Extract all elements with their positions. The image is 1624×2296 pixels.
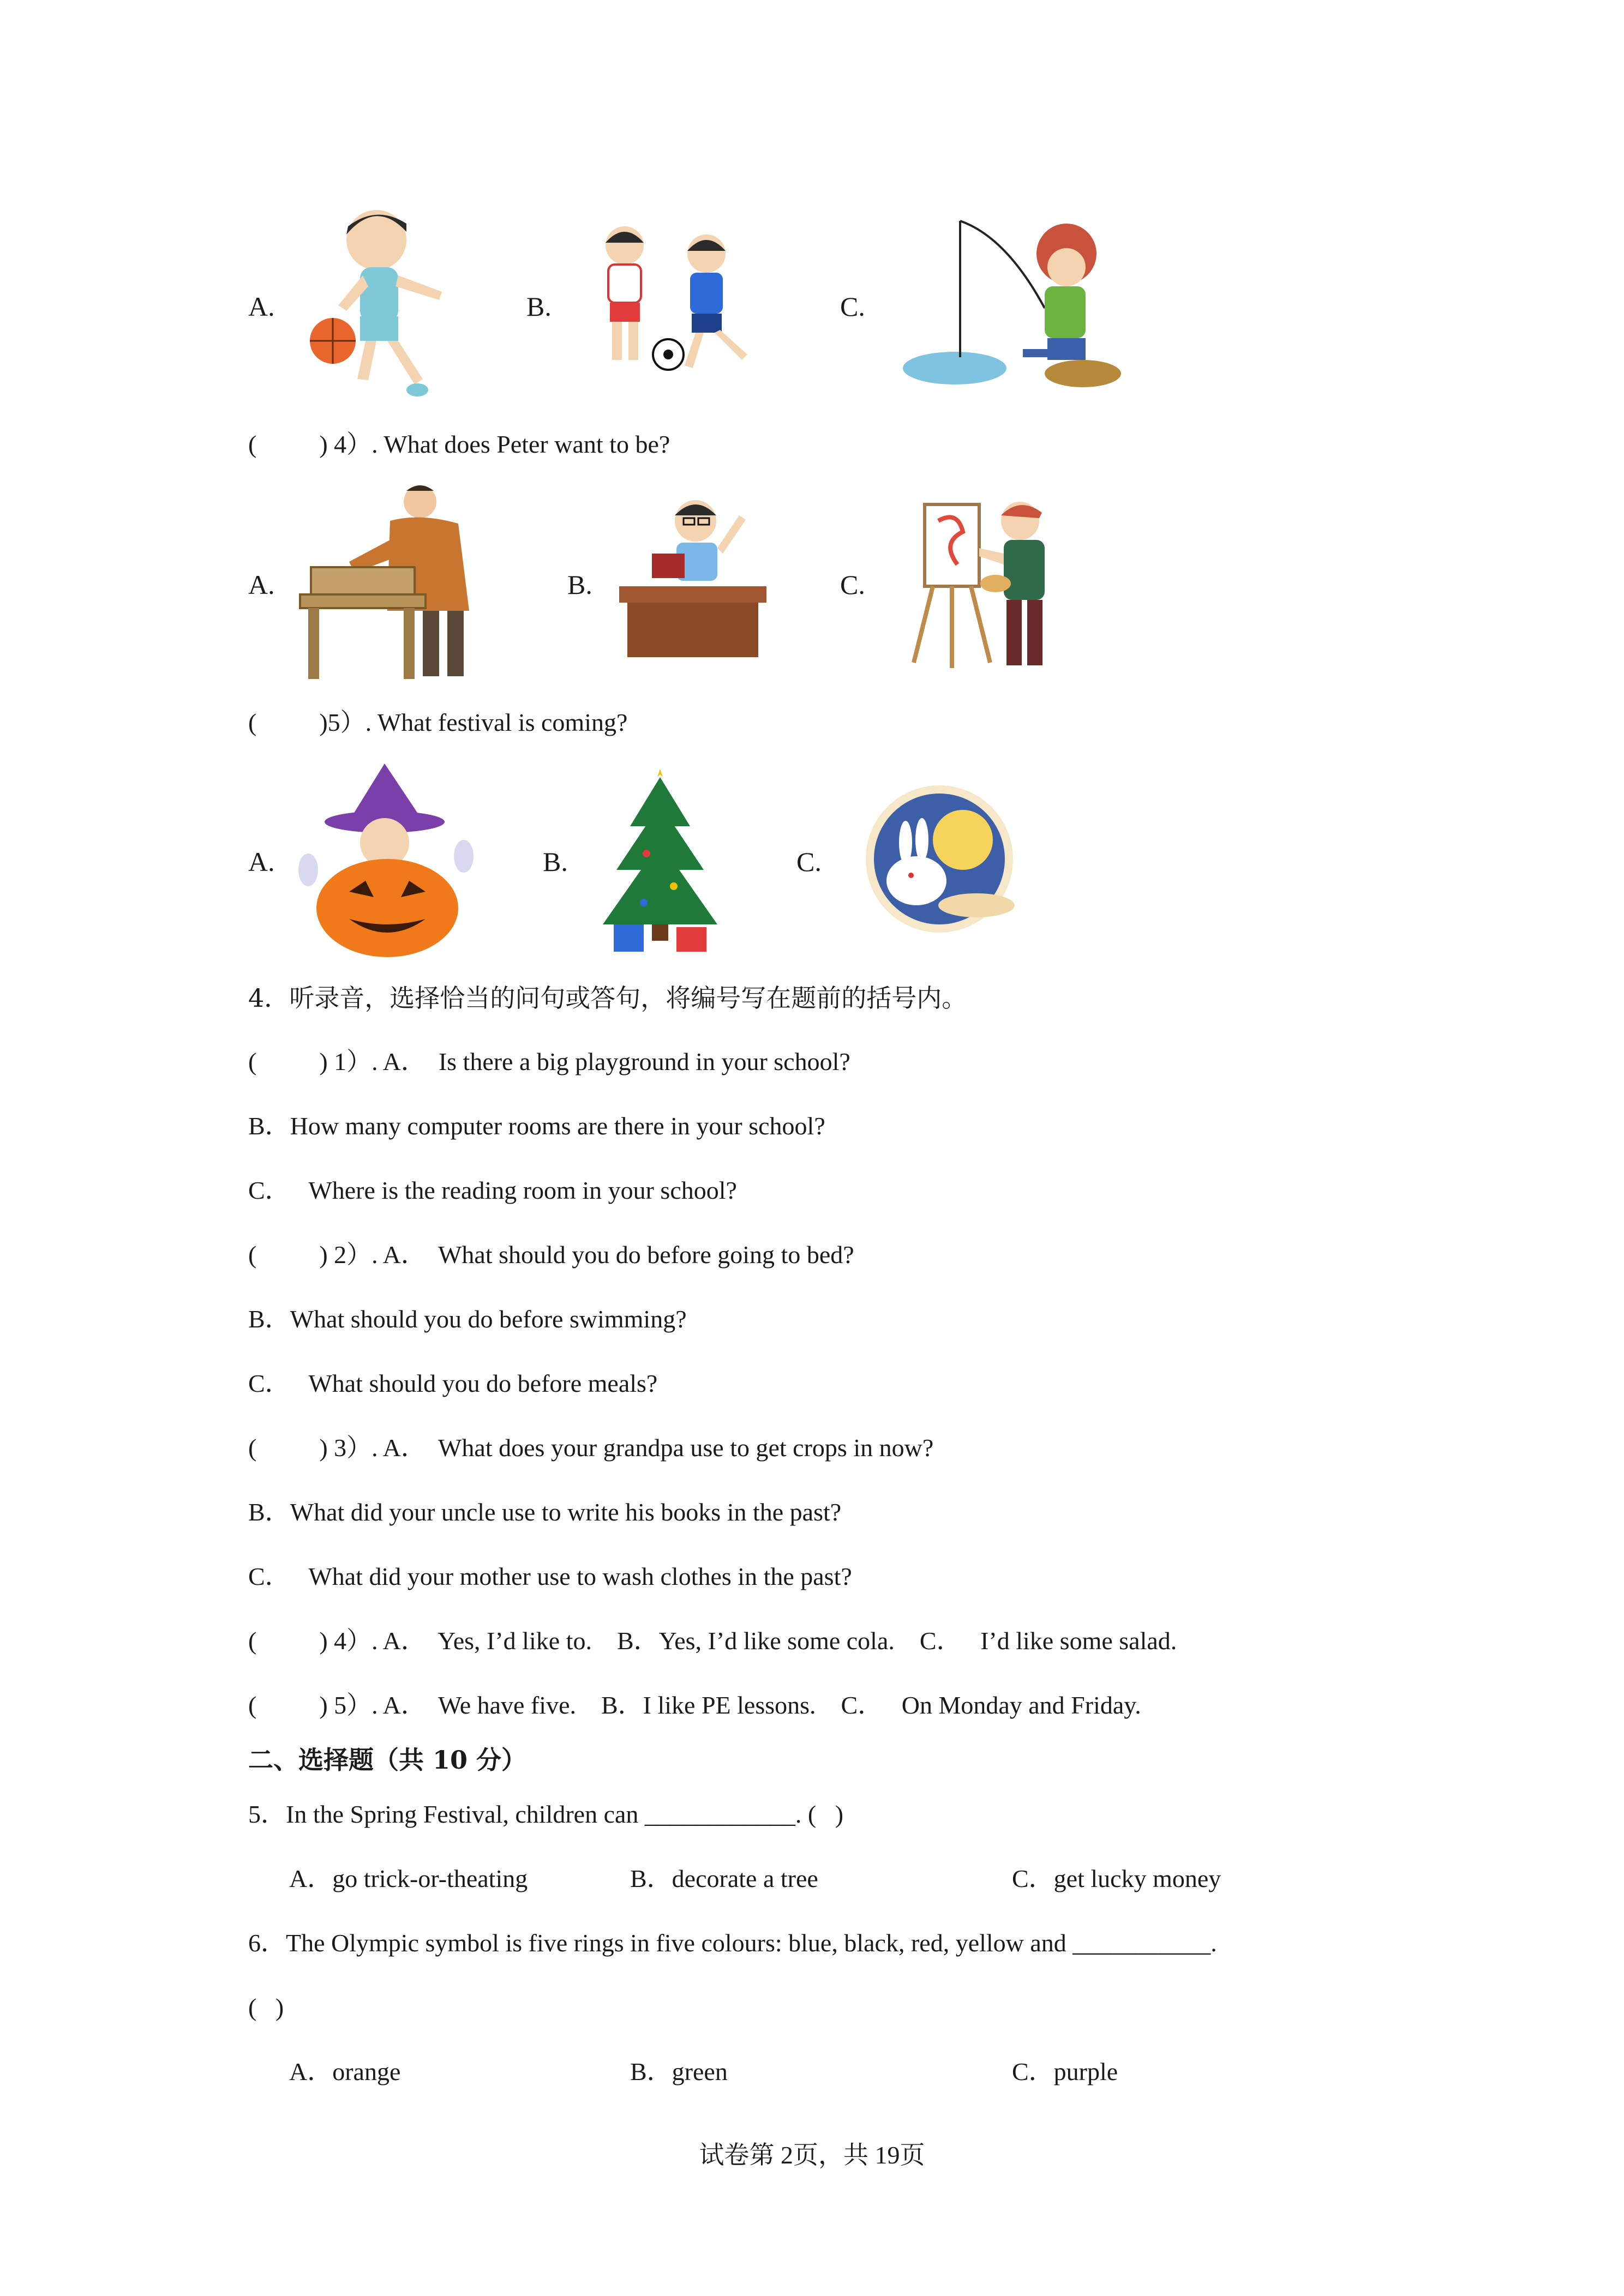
q5-label-b: B.	[543, 846, 568, 877]
q4-label-a: A.	[248, 569, 275, 600]
football-kids-picture	[584, 224, 775, 382]
mc6-paren: ( )	[248, 1993, 284, 2021]
row3-label-c: C.	[840, 291, 865, 322]
mid-autumn-rabbit-picture	[862, 783, 1017, 935]
page-footer: 试卷第 2页，共 19页	[699, 2141, 925, 2169]
christmas-tree-picture	[592, 766, 728, 957]
mc6-stem: 6．The Olympic symbol is five rings in five colours: blue, black, red, yellow and ___________.	[248, 1929, 1217, 1957]
teacher-picture	[614, 494, 772, 660]
s4-line-5: B．What should you do before swimming?	[248, 1305, 687, 1333]
mc5-stem: 5．In the Spring Festival, children can ____________. ( )	[248, 1800, 844, 1828]
s4-line-7: ( ) 3）. A． What does your grandpa use to get crops in now?	[248, 1434, 934, 1462]
mc5-option-a: A．go trick-or-theating	[289, 1865, 528, 1892]
s4-line-1: ( ) 1）. A． Is there a big playground in your school?	[248, 1048, 850, 1075]
mc5-option-c: C．get lucky money	[1012, 1865, 1221, 1892]
q5-stem: ( )5）. What festival is coming?	[248, 708, 628, 736]
s4-line-9: C． What did your mother use to wash clothes in the past?	[248, 1562, 852, 1590]
s4-line-2: B．How many computer rooms are there in your school?	[248, 1112, 825, 1140]
halloween-pumpkin-picture	[297, 761, 477, 960]
q4-label-c: C.	[840, 569, 865, 600]
q4-stem: ( ) 4）. What does Peter want to be?	[248, 430, 670, 458]
section4-title: 4．听录音，选择恰当的问句或答句，将编号写在题前的括号内。	[248, 983, 967, 1013]
s4-line-8: B．What did your uncle use to write his books in the past?	[248, 1498, 842, 1526]
q5-label-c: C.	[796, 846, 822, 877]
fishing-boy-picture	[903, 215, 1121, 390]
mc6-option-b: B．green	[630, 2058, 728, 2085]
s4-line-10: ( ) 4）. A． Yes, I’d like to. B．Yes, I’d like some cola. C． I’d like some salad.	[248, 1627, 1177, 1655]
section2-heading: 二、选择题（共 10 分）	[248, 1745, 527, 1775]
s4-line-4: ( ) 2）. A． What should you do before going to bed?	[248, 1241, 854, 1269]
q4-label-b: B.	[567, 569, 592, 600]
s4-line-6: C． What should you do before meals?	[248, 1369, 658, 1397]
row3-label-a: A.	[248, 291, 275, 322]
mc5-option-b: B．decorate a tree	[630, 1865, 818, 1892]
mc6-option-a: A．orange	[289, 2058, 401, 2085]
row3-label-b: B.	[526, 291, 552, 322]
carpenter-picture	[295, 480, 505, 684]
basketball-boy-picture	[305, 205, 469, 404]
s4-line-3: C． Where is the reading room in your school?	[248, 1176, 737, 1204]
s4-line-11: ( ) 5）. A． We have five. B．I like PE lessons. C． On Monday and Friday.	[248, 1691, 1141, 1719]
q5-label-a: A.	[248, 846, 275, 877]
painter-picture	[903, 488, 1061, 674]
mc6-option-c: C．purple	[1012, 2058, 1118, 2085]
